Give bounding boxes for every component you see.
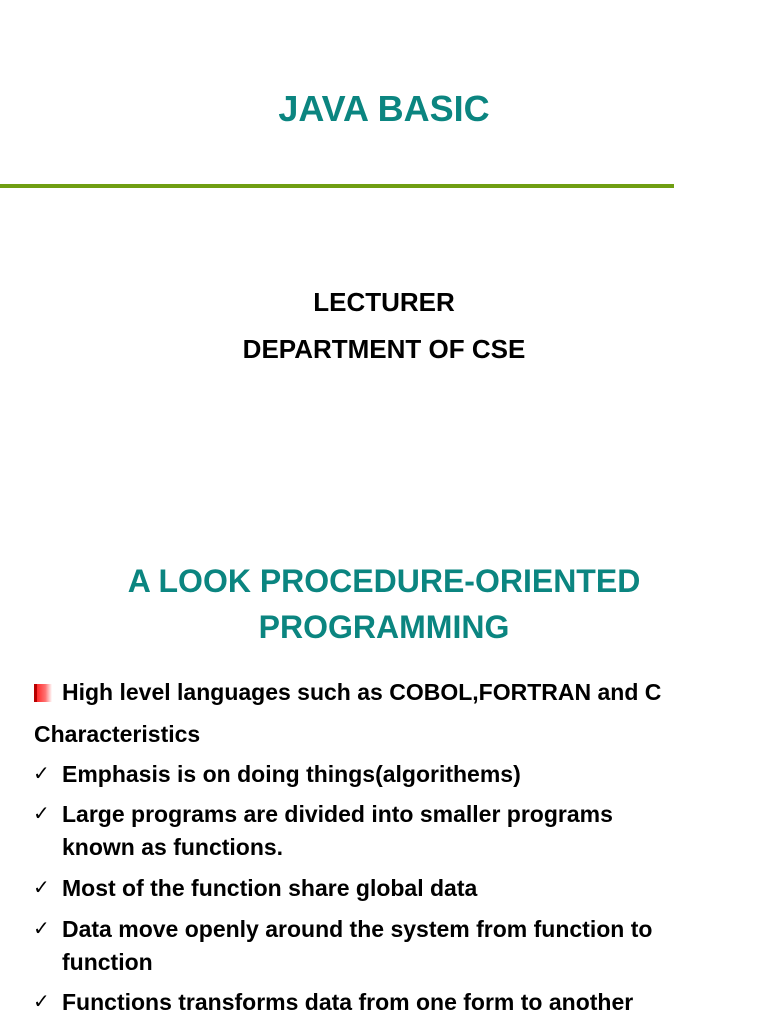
department-name: DEPARTMENT OF CSE: [242, 334, 526, 364]
characteristics-label: Characteristics: [34, 721, 201, 747]
list-item-text: Data move openly around the system from function to: [62, 916, 653, 942]
list-item-text: Functions transforms data from one form to another: [62, 989, 634, 1015]
slide-title: JAVA BASIC: [278, 88, 490, 129]
lecturer-role: LECTURER: [313, 287, 455, 317]
list-item-text: Large programs are divided into smaller programs: [62, 801, 613, 827]
red-bullet-icon: [34, 684, 52, 702]
checkmark-icon: ✓: [33, 763, 50, 785]
slide2-heading-line1-clip: [0, 567, 768, 607]
checkmark-icon: ✓: [33, 991, 50, 1013]
bullet-intro-text: High level languages such as COBOL,FORTRAN and C: [62, 679, 662, 705]
list-item-text: Most of the function share global data: [62, 875, 478, 901]
slide2-heading-line1: A LOOK PROCEDURE-ORIENTED: [127, 567, 641, 599]
checkmark-icon: ✓: [33, 918, 50, 940]
slide2-heading: [0, 567, 768, 647]
title-divider: [0, 184, 674, 188]
list-item-text: Emphasis is on doing things(algorithems): [62, 761, 521, 787]
checkmark-icon: ✓: [33, 803, 50, 825]
checkmark-icon: ✓: [33, 877, 50, 899]
slide2-heading-line2: PROGRAMMING: [258, 609, 510, 645]
list-item-text-cont: function: [62, 949, 153, 975]
list-item-text-cont: known as functions.: [62, 834, 284, 860]
